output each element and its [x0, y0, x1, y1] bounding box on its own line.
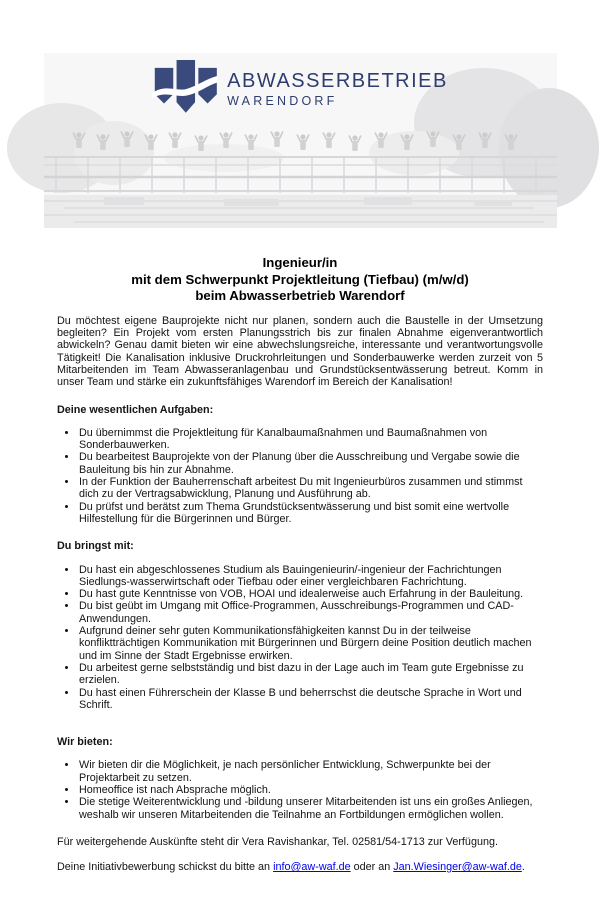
bullet-item: • Wir bieten dir die Möglichkeit, je nach persönlicher Entwicklung, Schwerpunkte bei der Projektarbeit zu setzen.	[78, 759, 543, 784]
bullet-list-aufgaben	[57, 427, 543, 525]
bullet-item: • Aufgrund deiner sehr guten Kommunikationsfähigkeiten kannst Du in der teilweise konfliktträchtigen Kommunikation mit Bürgerinnen und Bürgern deine Position deutlich machen und im Sinne der Stadt Ergebnisse erwirken.	[78, 625, 543, 662]
email-link-wiesinger[interactable]: Jan.Wiesinger@aw-waf.de	[393, 861, 522, 874]
logo-text	[227, 71, 448, 108]
document-page	[0, 53, 600, 902]
intro-paragraph: Du möchtest eigene Bauprojekte nicht nur planen, sondern auch die Baustelle in der Umsetzung begleiten? Ein Projekt vom ersten Planungsstrich bis zur finalen Abnahme eigenverantwortlich abwickeln? Genau damit bieten wir eine abwechslungsreiche, interessante und verantwortungsvolle Tätigkeit! Die Kanalisation inklusive Druckrohrleitungen und Sonderbauwerke werden zurzeit von 5 Mitarbeitenden im Team Abwasseranlagenbau und Grundstücksentwässerung betreut. Komm in unser Team und stärke ein zukunftsfähiges Warendorf im Bereich der Kanalisation!	[57, 314, 543, 389]
job-title	[57, 255, 543, 305]
section-heading-angebot: Wir bieten:	[57, 736, 113, 749]
contact-info-line: Für weitergehende Auskünfte steht dir Vera Ravishankar, Tel. 02581/54-1713 zur Verfügung.	[57, 835, 498, 848]
bullet-item: • Die stetige Weiterentwicklung und -bildung unserer Mitarbeitenden ist uns ein großes Anliegen, weshalb wir unseren Mitarbeitenden die Teilnahme an Fortbildungen ermöglichen wollen.	[78, 796, 543, 821]
bullet-item: • Homeoffice ist nach Absprache möglich.	[78, 784, 543, 796]
bullet-list-profil	[57, 564, 543, 712]
bullet-item: • Du bist geübt im Umgang mit Office-Programmen, Ausschreibungs-Programmen und CAD-Anwendungen.	[78, 600, 543, 625]
application-text-middle: oder an	[350, 861, 394, 874]
email-link-info[interactable]: info@aw-waf.de	[273, 861, 351, 874]
job-title-line2: mit dem Schwerpunkt Projektleitung (Tiefbau) (m/w/d)	[131, 271, 469, 287]
bullet-item: • Du übernimmst die Projektleitung für Kanalbaumaßnahmen und Baumaßnahmen von Sonderbauwerken.	[78, 427, 543, 452]
bullet-list-angebot	[57, 759, 543, 820]
bullet-item: • Du bearbeitest Bauprojekte von der Planung über die Ausschreibung und Vergabe sowie die Bauleitung bis hin zur Abnahme.	[78, 451, 543, 476]
job-title-line1: Ingenieur/in	[262, 255, 338, 270]
document-body	[57, 255, 543, 873]
bullet-item: • In der Funktion der Bauherrenschaft arbeitest Du mit Ingenieurbüros zusammen und stimmst dich zu der Vertragsabwicklung, Planung und Ausführung ab.	[78, 476, 543, 501]
application-line	[57, 861, 543, 873]
logo-brand-name: ABWASSERBETRIEB	[227, 69, 448, 92]
bullet-item: • Du hast einen Führerschein der Klasse B und beherrschst die deutsche Sprache in Wort und Schrift.	[78, 687, 543, 712]
application-text-prefix: Deine Initiativbewerbung schickst du bitte an	[57, 861, 274, 874]
shield-wave-icon	[152, 58, 218, 120]
team-photo	[44, 53, 557, 228]
bullet-item: • Du hast gute Kenntnisse von VOB, HOAI und idealerweise auch Erfahrung in der Bauleitung.	[78, 588, 543, 600]
bullet-item: • Du prüfst und berätst zum Thema Grundstücksentwässerung und bist somit eine wertvolle Hilfestellung für die Bürgerinnen und Bürger.	[78, 501, 543, 526]
bullet-item: • Du arbeitest gerne selbstständig und bist dazu in der Lage auch im Team gute Ergebnisse zu erzielen.	[78, 662, 543, 687]
section-heading-aufgaben: Deine wesentlichen Aufgaben:	[57, 403, 214, 416]
job-title-line3: beim Abwasserbetrieb Warendorf	[195, 288, 405, 304]
logo-city-name: WARENDORF	[227, 93, 338, 108]
application-text-suffix: .	[521, 861, 525, 874]
company-logo	[146, 56, 454, 122]
section-heading-profil: Du bringst mit:	[57, 540, 134, 553]
bullet-item: • Du hast ein abgeschlossenes Studium als Bauingenieurin/-ingenieur der Fachrichtungen Siedlungs-wasserwirtschaft oder Tiefbau oder einer vergleichbaren Fachrichtung.	[78, 564, 543, 589]
